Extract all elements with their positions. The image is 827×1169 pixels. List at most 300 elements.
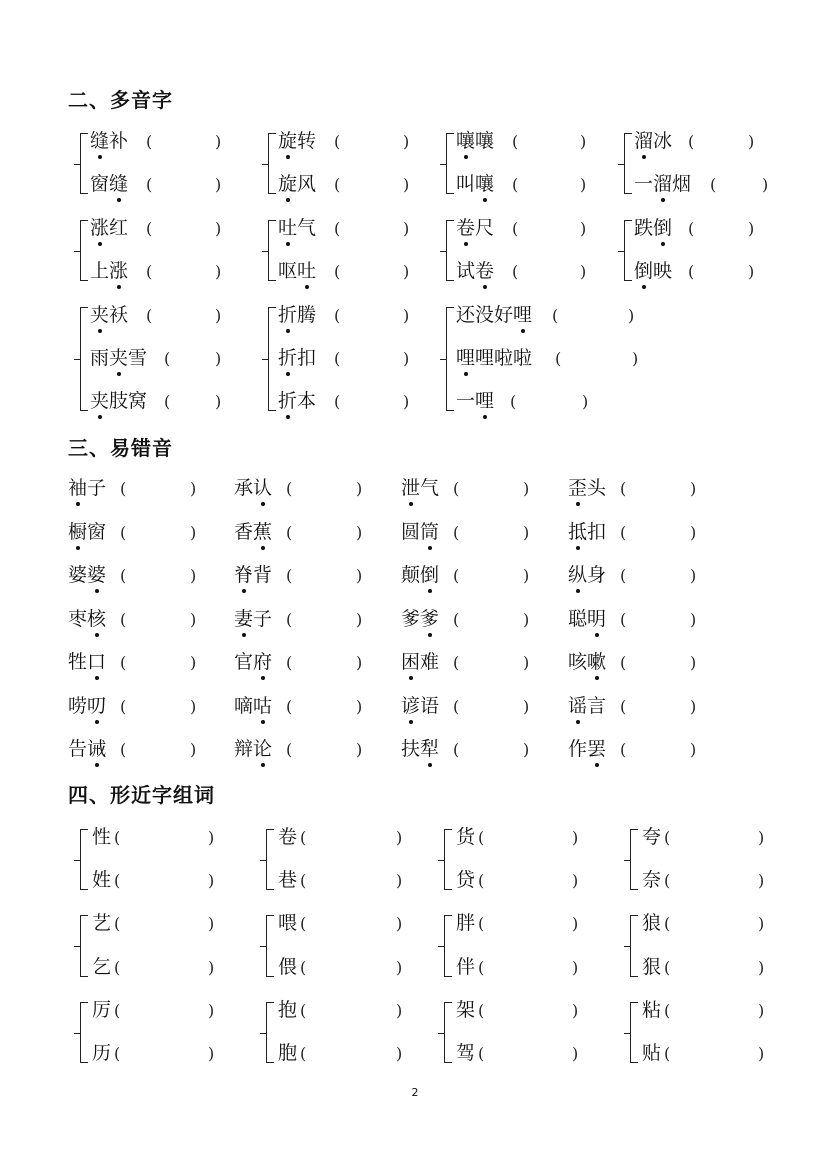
group-brace	[80, 915, 88, 977]
close-paren: )	[758, 914, 765, 933]
word: 性	[92, 826, 112, 848]
answer-blank[interactable]	[342, 389, 401, 413]
open-paren: (	[146, 262, 153, 281]
word: 吐气	[278, 217, 317, 239]
word: 狼	[642, 912, 662, 934]
answer-blank[interactable]	[486, 825, 570, 849]
emphasis-dot	[76, 502, 80, 506]
close-paren: )	[403, 392, 410, 411]
close-paren: )	[396, 914, 403, 933]
word: 雨夹雪	[90, 347, 148, 369]
close-paren: )	[580, 175, 587, 194]
answer-blank[interactable]	[628, 737, 688, 761]
emphasis-dot	[576, 502, 580, 506]
open-paren: (	[114, 1044, 121, 1063]
close-paren: )	[215, 306, 222, 325]
group-brace	[446, 220, 454, 281]
close-paren: )	[190, 653, 197, 672]
emphasis-dot	[521, 329, 525, 333]
open-paren: (	[120, 566, 127, 585]
close-paren: )	[523, 479, 530, 498]
answer-blank[interactable]	[172, 389, 213, 413]
open-paren: (	[286, 740, 293, 759]
answer-line	[456, 955, 475, 979]
answer-line	[401, 607, 439, 631]
answer-line	[642, 911, 661, 935]
answer-blank[interactable]	[122, 1041, 206, 1065]
close-paren: )	[748, 262, 755, 281]
close-paren: )	[356, 696, 363, 716]
word: 嚷嚷	[456, 130, 495, 152]
word: 倒映	[634, 260, 673, 282]
answer-line	[278, 346, 316, 370]
answer-blank[interactable]	[294, 476, 354, 500]
answer-blank[interactable]	[696, 216, 746, 240]
open-paren: (	[620, 566, 627, 585]
answer-line	[634, 216, 672, 240]
open-paren: (	[620, 740, 627, 759]
answer-blank[interactable]	[342, 129, 401, 153]
close-paren: )	[690, 653, 697, 672]
close-paren: )	[208, 1044, 215, 1063]
answer-blank[interactable]	[128, 694, 188, 718]
answer-line	[401, 520, 439, 544]
section-heading: 二、多音字	[68, 88, 173, 112]
close-paren: )	[208, 871, 215, 890]
answer-blank[interactable]	[461, 694, 521, 718]
answer-line	[90, 129, 128, 153]
group-brace	[444, 1002, 452, 1063]
group-brace	[80, 1002, 88, 1063]
answer-blank[interactable]	[461, 476, 521, 500]
section-heading: 三、易错音	[68, 436, 173, 460]
answer-line	[568, 607, 606, 631]
answer-line	[278, 998, 297, 1022]
answer-blank[interactable]	[294, 694, 354, 718]
close-paren: )	[356, 566, 363, 585]
group-brace	[446, 133, 454, 194]
close-paren: )	[215, 132, 222, 151]
word: 一溜烟	[634, 173, 692, 195]
open-paren: (	[114, 1001, 121, 1020]
open-paren: (	[478, 1044, 485, 1063]
word: 呕吐	[278, 260, 317, 282]
group-brace	[268, 220, 276, 281]
answer-blank[interactable]	[294, 737, 354, 761]
answer-blank[interactable]	[308, 998, 394, 1022]
word: 历	[92, 1042, 112, 1064]
answer-line	[401, 737, 439, 761]
close-paren: )	[523, 609, 530, 629]
emphasis-dot	[261, 720, 265, 724]
open-paren: (	[300, 871, 307, 890]
emphasis-dot	[409, 720, 413, 724]
open-paren: (	[114, 828, 121, 847]
word: 脊背	[234, 564, 273, 586]
emphasis-dot	[95, 676, 99, 680]
word: 贷	[456, 869, 476, 891]
answer-line	[642, 868, 661, 892]
answer-blank[interactable]	[294, 607, 354, 631]
open-paren: (	[453, 479, 460, 498]
answer-line	[278, 389, 316, 413]
answer-line	[92, 825, 111, 849]
word: 试卷	[456, 260, 495, 282]
word: 咳嗽	[568, 651, 607, 673]
answer-line	[68, 520, 106, 544]
emphasis-dot	[595, 676, 599, 680]
answer-blank[interactable]	[122, 825, 206, 849]
word: 胞	[278, 1042, 298, 1064]
emphasis-dot	[595, 763, 599, 767]
open-paren: (	[114, 958, 121, 977]
answer-line	[642, 1041, 661, 1065]
answer-blank[interactable]	[628, 694, 688, 718]
answer-blank[interactable]	[308, 911, 394, 935]
answer-line	[90, 172, 128, 196]
close-paren: )	[356, 609, 363, 629]
answer-blank[interactable]	[128, 607, 188, 631]
word: 驾	[456, 1042, 476, 1064]
group-brace	[268, 133, 276, 194]
answer-blank[interactable]	[520, 259, 578, 283]
answer-blank[interactable]	[154, 129, 213, 153]
answer-blank[interactable]	[461, 520, 521, 544]
emphasis-dot	[95, 633, 99, 637]
close-paren: )	[690, 566, 697, 585]
word: 一哩	[456, 390, 495, 412]
group-brace	[266, 1002, 274, 1063]
answer-blank[interactable]	[154, 216, 213, 240]
answer-blank[interactable]	[461, 737, 521, 761]
group-brace	[80, 133, 88, 194]
answer-blank[interactable]	[308, 825, 394, 849]
answer-blank[interactable]	[672, 955, 756, 979]
open-paren: (	[478, 871, 485, 890]
word: 扶犁	[401, 738, 440, 760]
close-paren: )	[572, 1001, 579, 1020]
word: 唠叨	[68, 694, 107, 717]
answer-blank[interactable]	[172, 346, 213, 370]
open-paren: (	[114, 871, 121, 890]
open-paren: (	[164, 349, 171, 368]
open-paren: (	[334, 132, 341, 151]
answer-blank[interactable]	[486, 911, 570, 935]
word: 架	[456, 999, 476, 1021]
close-paren: )	[208, 1001, 215, 1020]
answer-blank[interactable]	[628, 650, 688, 674]
answer-blank[interactable]	[342, 346, 401, 370]
close-paren: )	[356, 479, 363, 498]
answer-blank[interactable]	[672, 998, 756, 1022]
word: 困难	[401, 651, 440, 673]
open-paren: (	[620, 653, 627, 672]
close-paren: )	[356, 653, 363, 672]
answer-blank[interactable]	[672, 911, 756, 935]
answer-blank[interactable]	[628, 607, 688, 631]
word: 奈	[642, 869, 662, 891]
group-brace	[624, 133, 632, 194]
answer-blank[interactable]	[486, 1041, 570, 1065]
word: 旋风	[278, 173, 317, 195]
close-paren: )	[215, 392, 222, 411]
open-paren: (	[688, 132, 695, 151]
open-paren: (	[664, 958, 671, 977]
answer-line	[68, 476, 106, 500]
close-paren: )	[572, 828, 579, 847]
answer-blank[interactable]	[308, 868, 394, 892]
answer-blank[interactable]	[560, 303, 626, 327]
group-brace	[266, 915, 274, 977]
answer-blank[interactable]	[696, 259, 746, 283]
answer-line	[401, 650, 439, 674]
close-paren: )	[403, 349, 410, 368]
answer-blank[interactable]	[628, 476, 688, 500]
word: 伴	[456, 956, 476, 978]
open-paren: (	[300, 1001, 307, 1020]
answer-blank[interactable]	[308, 1041, 394, 1065]
close-paren: )	[215, 175, 222, 194]
open-paren: (	[710, 175, 717, 194]
word: 还没好哩	[456, 304, 533, 326]
answer-line	[568, 476, 606, 500]
answer-blank[interactable]	[461, 607, 521, 631]
answer-blank[interactable]	[294, 650, 354, 674]
emphasis-dot	[76, 546, 80, 550]
answer-blank[interactable]	[342, 303, 401, 327]
answer-line	[642, 998, 661, 1022]
answer-blank[interactable]	[342, 216, 401, 240]
answer-line	[456, 259, 494, 283]
close-paren: )	[190, 566, 197, 585]
close-paren: )	[523, 740, 530, 759]
answer-blank[interactable]	[628, 520, 688, 544]
answer-line	[401, 694, 439, 718]
word: 折腾	[278, 304, 317, 326]
answer-blank[interactable]	[628, 563, 688, 587]
emphasis-dot	[595, 633, 599, 637]
answer-blank[interactable]	[696, 129, 746, 153]
emphasis-dot	[286, 155, 290, 159]
answer-line	[456, 346, 532, 370]
word: 喂	[278, 912, 298, 934]
answer-blank[interactable]	[461, 650, 521, 674]
answer-blank[interactable]	[520, 129, 578, 153]
open-paren: (	[453, 522, 460, 542]
word: 叫嚷	[456, 173, 495, 195]
emphasis-dot	[642, 285, 646, 289]
emphasis-dot	[483, 415, 487, 419]
emphasis-dot	[286, 415, 290, 419]
open-paren: (	[478, 828, 485, 847]
answer-blank[interactable]	[486, 955, 570, 979]
answer-blank[interactable]	[154, 303, 213, 327]
answer-line	[634, 259, 672, 283]
open-paren: (	[146, 175, 153, 194]
open-paren: (	[286, 653, 293, 672]
group-brace	[80, 829, 88, 890]
answer-blank[interactable]	[518, 389, 580, 413]
emphasis-dot	[409, 502, 413, 506]
answer-blank[interactable]	[122, 911, 206, 935]
answer-blank[interactable]	[520, 216, 578, 240]
word: 抵扣	[568, 520, 607, 543]
word: 贴	[642, 1042, 662, 1064]
answer-blank[interactable]	[672, 868, 756, 892]
open-paren: (	[286, 696, 293, 716]
word: 乞	[92, 956, 112, 978]
answer-blank[interactable]	[672, 1041, 756, 1065]
word: 巷	[278, 869, 298, 891]
word: 谣言	[568, 694, 607, 717]
close-paren: )	[758, 1044, 765, 1063]
close-paren: )	[190, 522, 197, 542]
answer-line	[234, 520, 272, 544]
answer-line	[456, 129, 494, 153]
answer-line	[90, 389, 147, 413]
answer-line	[456, 1041, 475, 1065]
open-paren: (	[552, 306, 559, 325]
answer-line	[278, 825, 297, 849]
word: 溜冰	[634, 130, 673, 152]
answer-blank[interactable]	[342, 172, 401, 196]
open-paren: (	[334, 349, 341, 368]
open-paren: (	[453, 740, 460, 759]
open-paren: (	[688, 262, 695, 281]
answer-line	[568, 650, 606, 674]
open-paren: (	[620, 696, 627, 716]
answer-line	[456, 389, 494, 413]
answer-blank[interactable]	[486, 868, 570, 892]
close-paren: )	[632, 349, 639, 368]
answer-line	[456, 216, 494, 240]
word: 狠	[642, 956, 662, 978]
close-paren: )	[690, 479, 697, 498]
open-paren: (	[114, 914, 121, 933]
emphasis-dot	[98, 329, 102, 333]
emphasis-dot	[261, 502, 265, 506]
answer-blank[interactable]	[154, 172, 213, 196]
answer-blank[interactable]	[128, 650, 188, 674]
word: 嘀咕	[234, 694, 273, 717]
word: 歪头	[568, 477, 607, 499]
emphasis-dot	[117, 198, 121, 202]
emphasis-dot	[576, 546, 580, 550]
emphasis-dot	[642, 155, 646, 159]
open-paren: (	[146, 306, 153, 325]
answer-line	[90, 259, 128, 283]
open-paren: (	[120, 740, 127, 759]
answer-blank[interactable]	[672, 825, 756, 849]
answer-blank[interactable]	[718, 172, 760, 196]
group-brace	[630, 829, 638, 890]
answer-line	[234, 694, 272, 718]
open-paren: (	[300, 828, 307, 847]
open-paren: (	[512, 262, 519, 281]
answer-line	[278, 129, 316, 153]
answer-blank[interactable]	[520, 172, 578, 196]
word: 纵身	[568, 564, 607, 586]
close-paren: )	[208, 914, 215, 933]
word: 厉	[92, 999, 112, 1021]
close-paren: )	[396, 1001, 403, 1020]
emphasis-dot	[576, 720, 580, 724]
word: 抱	[278, 999, 298, 1021]
answer-blank[interactable]	[128, 563, 188, 587]
word: 胖	[456, 912, 476, 934]
close-paren: )	[208, 828, 215, 847]
answer-line	[401, 476, 439, 500]
group-brace	[624, 220, 632, 281]
answer-blank[interactable]	[342, 259, 401, 283]
answer-blank[interactable]	[122, 868, 206, 892]
answer-line	[234, 650, 272, 674]
close-paren: )	[580, 132, 587, 151]
open-paren: (	[300, 1044, 307, 1063]
open-paren: (	[334, 219, 341, 238]
group-brace	[80, 307, 88, 411]
section-heading: 四、形近字组词	[68, 783, 215, 807]
answer-blank[interactable]	[122, 955, 206, 979]
answer-line	[234, 607, 272, 631]
word: 颠倒	[401, 564, 440, 586]
answer-blank[interactable]	[128, 737, 188, 761]
open-paren: (	[510, 392, 517, 411]
word: 香蕉	[234, 520, 273, 543]
answer-blank[interactable]	[486, 998, 570, 1022]
group-brace	[444, 915, 452, 977]
answer-line	[68, 694, 106, 718]
answer-blank[interactable]	[154, 259, 213, 283]
word: 哩哩啦啦	[456, 347, 533, 369]
open-paren: (	[453, 696, 460, 716]
answer-blank[interactable]	[294, 563, 354, 587]
answer-line	[234, 476, 272, 500]
emphasis-dot	[98, 242, 102, 246]
close-paren: )	[748, 132, 755, 151]
group-brace	[80, 220, 88, 281]
answer-blank[interactable]	[128, 476, 188, 500]
emphasis-dot	[286, 372, 290, 376]
answer-line	[456, 868, 475, 892]
answer-line	[68, 607, 106, 631]
answer-blank[interactable]	[294, 520, 354, 544]
answer-blank[interactable]	[308, 955, 394, 979]
answer-blank[interactable]	[461, 563, 521, 587]
word: 谚语	[401, 694, 440, 717]
word: 缝补	[90, 130, 129, 152]
answer-line	[456, 303, 532, 327]
open-paren: (	[620, 479, 627, 498]
open-paren: (	[120, 522, 127, 542]
answer-line	[401, 563, 439, 587]
open-paren: (	[300, 958, 307, 977]
answer-line	[456, 911, 475, 935]
answer-blank[interactable]	[128, 520, 188, 544]
close-paren: )	[403, 132, 410, 151]
answer-blank[interactable]	[563, 346, 630, 370]
emphasis-dot	[98, 415, 102, 419]
close-paren: )	[523, 653, 530, 672]
answer-line	[234, 563, 272, 587]
word: 夸	[642, 826, 662, 848]
word: 偎	[278, 956, 298, 978]
answer-line	[90, 303, 128, 327]
emphasis-dot	[117, 285, 121, 289]
answer-blank[interactable]	[122, 998, 206, 1022]
open-paren: (	[286, 479, 293, 498]
close-paren: )	[748, 219, 755, 238]
